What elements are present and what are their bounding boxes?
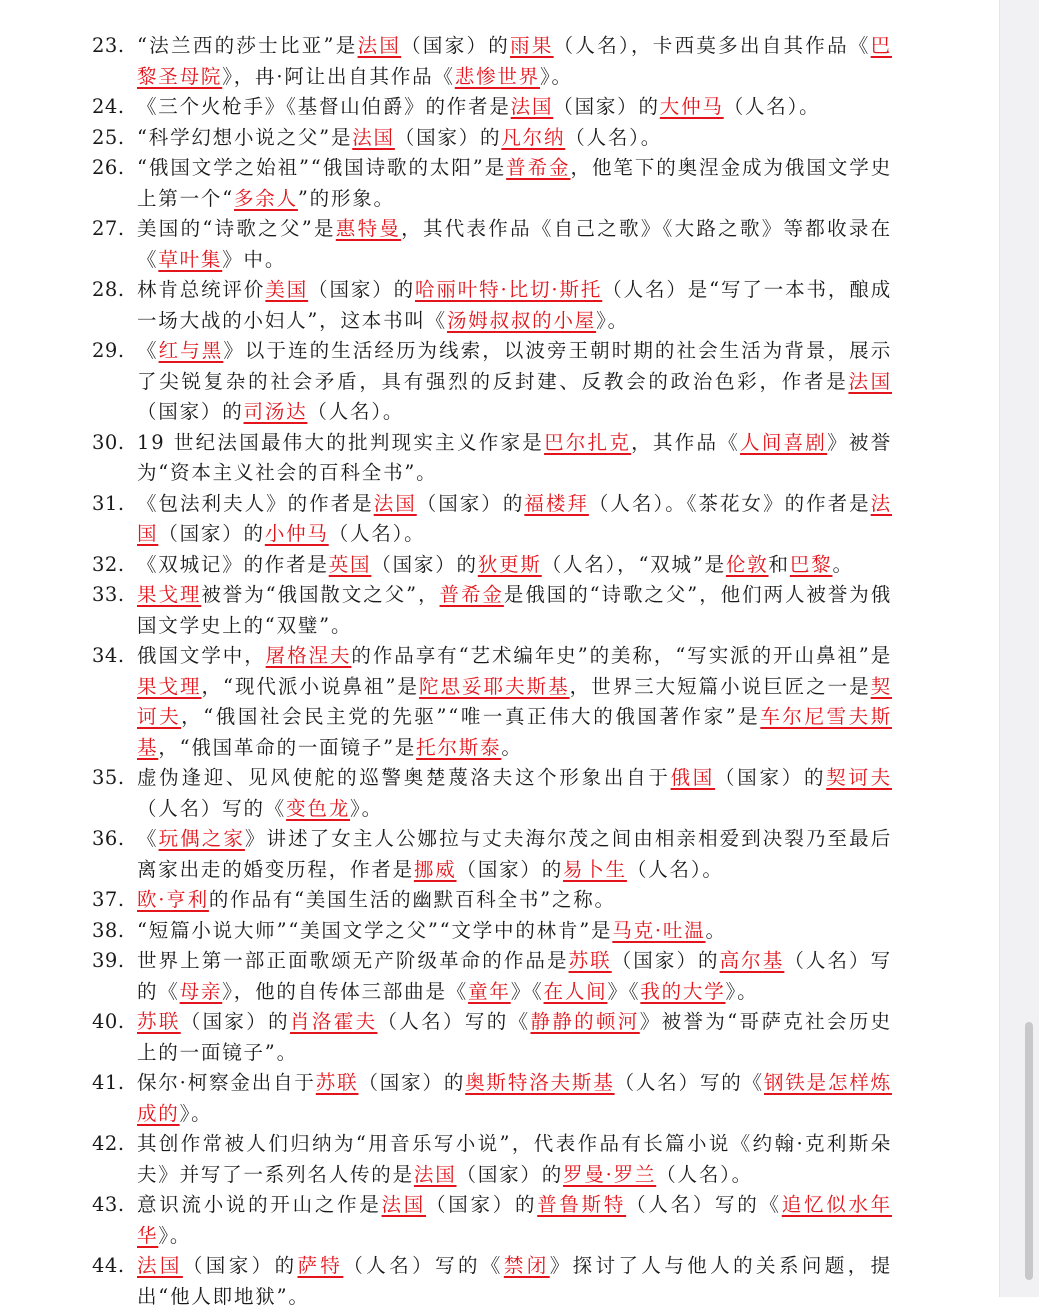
answer-text: 凡尔纳 xyxy=(501,125,566,149)
list-item xyxy=(92,1251,892,1312)
answer-text: 草叶集 xyxy=(158,247,223,271)
question-text: 被誉为“俄国散文之父”， xyxy=(201,583,440,606)
item-text xyxy=(137,153,892,214)
question-text: 》，冉·阿让出自其作品《 xyxy=(222,64,455,88)
item-number: 41. xyxy=(92,1071,125,1094)
question-text: “短篇小说大师”“美国文学之父”“文学中的林肯”是 xyxy=(137,918,613,942)
item-text xyxy=(137,489,892,550)
item-text xyxy=(137,275,892,336)
question-text: 》被誉为“资本主义社会的百科全书”。 xyxy=(137,430,893,484)
answer-text: 巴黎圣母院 xyxy=(137,34,892,88)
item-number: 39. xyxy=(92,949,125,972)
answer-text: 法国 xyxy=(137,1254,183,1277)
question-text: 》《 xyxy=(607,979,641,1003)
question-text: 保尔·柯察金出自于 xyxy=(137,1071,316,1094)
item-number: 27. xyxy=(92,217,125,240)
scrollbar-thumb[interactable] xyxy=(1025,1022,1033,1280)
answer-text: 狄更斯 xyxy=(477,552,542,576)
answer-text: 悲惨世界 xyxy=(454,64,540,88)
item-text xyxy=(137,824,892,885)
item-text xyxy=(137,885,892,916)
question-text: 。 xyxy=(501,735,523,759)
answer-text: 钢铁是怎样炼成的 xyxy=(137,1071,892,1125)
list-item xyxy=(92,489,892,550)
question-text: （国家）的 xyxy=(180,1010,291,1033)
answer-text: 美国 xyxy=(265,278,309,301)
question-text: （人名），卡西莫多出自其作品《 xyxy=(553,34,871,57)
answer-text: 司汤达 xyxy=(243,400,308,423)
question-text: （国家）的 xyxy=(308,278,416,301)
answer-text: 静静的顿河 xyxy=(530,1010,640,1033)
list-item xyxy=(92,428,892,489)
question-text: ，其代表作品《自己之歌》《大路之歌》等都收录在《 xyxy=(137,217,892,271)
item-text xyxy=(137,123,892,154)
answer-text: 母亲 xyxy=(179,979,223,1003)
answer-text: 俄国 xyxy=(670,766,716,789)
list-item xyxy=(92,550,892,581)
question-text: 的作品有“美国生活的幽默百科全书”之称。 xyxy=(208,888,616,911)
question-text: （人名），“双城”是 xyxy=(541,552,726,576)
question-text: 《 xyxy=(137,827,159,850)
question-text: 是俄国的“诗歌之父”，他们两人被誉为俄国文学史上的“双璧”。 xyxy=(137,583,893,637)
answer-text: 法国 xyxy=(137,491,892,545)
question-text: 》。 xyxy=(539,64,573,88)
question-text: 》。 xyxy=(596,308,629,332)
question-text: （国家）的 xyxy=(456,1162,564,1186)
question-text: （国家）的 xyxy=(394,125,502,149)
item-number: 44. xyxy=(92,1254,125,1277)
item-text xyxy=(137,92,892,123)
question-text: ”的形象。 xyxy=(297,186,395,210)
question-text: （人名）。 xyxy=(328,522,426,545)
answer-text: 屠格涅夫 xyxy=(265,644,352,667)
question-text: 》，他的自传体三部曲是《 xyxy=(222,979,469,1003)
answer-text: 挪威 xyxy=(413,857,457,881)
answer-text: 大仲马 xyxy=(659,95,724,118)
question-text: （人名）写的《 xyxy=(343,1254,504,1277)
question-text: （人名）。 xyxy=(307,400,405,423)
list-item xyxy=(92,580,892,641)
question-text: （国家）的 xyxy=(182,1254,298,1277)
question-text: 《三个火枪手》《基督山伯爵》的作者是 xyxy=(137,95,511,118)
question-text: 《双城记》的作者是 xyxy=(137,552,329,576)
list-item xyxy=(92,123,892,154)
list-item xyxy=(92,275,892,336)
question-text: （人名）写的《 xyxy=(614,1071,764,1094)
answer-text: 惠特曼 xyxy=(335,217,402,240)
answer-text: 法国 xyxy=(510,95,554,118)
item-number: 33. xyxy=(92,583,125,606)
list-item xyxy=(92,641,892,763)
answer-text: 雨果 xyxy=(510,34,554,57)
question-text: “俄国文学之始祖”“俄国诗歌的太阳”是 xyxy=(137,156,507,179)
list-item xyxy=(92,92,892,123)
item-text xyxy=(137,916,892,947)
question-text: 。 xyxy=(705,918,727,942)
item-text xyxy=(137,1190,892,1251)
question-text: 》讲述了女主人公娜拉与丈夫海尔茂之间由相亲相爱到决裂乃至最后离家出走的婚变历程，作者是 xyxy=(137,827,892,881)
answer-text: 苏联 xyxy=(137,1010,181,1033)
answer-text: 禁闭 xyxy=(503,1254,550,1277)
list-item xyxy=(92,31,892,92)
question-text: （国家）的 xyxy=(426,1193,538,1216)
list-item xyxy=(92,824,892,885)
item-number: 40. xyxy=(92,1010,125,1033)
question-text: 虚伪逢迎、见风使舵的巡警奥楚蔑洛夫这个形象出自于 xyxy=(137,766,671,789)
answer-text: 伦敦 xyxy=(725,552,769,576)
item-text xyxy=(137,1129,892,1190)
question-text: ，其作品《 xyxy=(631,430,741,454)
question-text: 。 xyxy=(832,552,854,576)
question-text: （国家）的 xyxy=(553,95,660,118)
question-text: 19 世纪法国最伟大的批判现实主义作家是 xyxy=(137,430,545,454)
scrollbar-track[interactable] xyxy=(999,0,1039,1297)
answer-text: 肖洛霍夫 xyxy=(290,1010,378,1033)
answer-text: 欧·亨利 xyxy=(137,888,209,911)
item-number: 34. xyxy=(92,644,125,667)
question-text: （国家）的 xyxy=(715,766,827,789)
question-text: 的作品享有“艺术编年史”的美称，“写实派的开山鼻祖”是 xyxy=(351,644,892,667)
question-text: 美国的“诗歌之父”是 xyxy=(137,217,336,240)
answer-text: 法国 xyxy=(413,1162,457,1186)
list-item xyxy=(92,763,892,824)
item-number: 29. xyxy=(92,339,125,362)
answer-text: 巴尔扎克 xyxy=(544,430,632,454)
answer-text: 契诃夫 xyxy=(826,766,892,789)
question-text: 》《 xyxy=(510,979,544,1003)
answer-text: 易卜生 xyxy=(563,857,627,881)
question-text: （人名）写的《 xyxy=(377,1010,531,1033)
answer-text: 罗曼·罗兰 xyxy=(563,1162,657,1186)
item-text xyxy=(137,1007,892,1068)
question-text: 林肯总统评价 xyxy=(137,278,266,301)
item-number: 25. xyxy=(92,125,125,149)
question-text: （人名）写的《 xyxy=(137,949,892,1003)
question-text: 》。 xyxy=(158,1223,192,1247)
answer-text: 苏联 xyxy=(568,949,612,972)
item-number: 26. xyxy=(92,156,125,179)
question-text: （人名）。 xyxy=(626,857,724,881)
question-text: （国家）的 xyxy=(611,949,720,972)
item-number: 43. xyxy=(92,1193,125,1216)
question-text: 《 xyxy=(137,339,159,362)
list-item xyxy=(92,336,892,428)
answer-text: 萨特 xyxy=(297,1254,344,1277)
question-text: （国家）的 xyxy=(456,857,564,881)
item-number: 36. xyxy=(92,827,125,850)
answer-text: 英国 xyxy=(328,552,372,576)
question-text: 俄国文学中， xyxy=(137,644,266,667)
item-text xyxy=(137,1068,892,1129)
question-text: 》被誉为“哥萨克社会历史上的一面镜子”。 xyxy=(137,1010,892,1064)
answer-text: 高尔基 xyxy=(719,949,785,972)
answer-text: 托尔斯泰 xyxy=(416,735,502,759)
question-text: （国家）的 xyxy=(371,552,478,576)
item-number: 37. xyxy=(92,888,125,911)
answer-text: 普希金 xyxy=(439,583,504,606)
answer-text: 法国 xyxy=(352,125,395,149)
item-text xyxy=(137,336,892,428)
question-text: 》。 xyxy=(725,979,759,1003)
question-text: ，他笔下的奥涅金成为俄国文学史上第一个“ xyxy=(137,156,893,210)
item-number: 35. xyxy=(92,766,125,789)
list-item xyxy=(92,946,892,1007)
question-text: 》中。 xyxy=(222,247,287,271)
answer-text: 变色龙 xyxy=(286,796,351,820)
answer-text: 普鲁斯特 xyxy=(537,1193,627,1216)
question-list xyxy=(92,31,892,1312)
answer-text: 玩偶之家 xyxy=(158,827,245,850)
answer-text: 法国 xyxy=(357,34,402,57)
answer-text: 在人间 xyxy=(543,979,608,1003)
answer-text: 小仲马 xyxy=(264,522,329,545)
question-text: 》以于连的生活经历为线索，以波旁王朝时期的社会生活为背景，展示了尖锐复杂的社会矛盾，具有强烈的反封建、反教会的政治色彩，作者是 xyxy=(137,339,892,393)
answer-text: 契诃夫 xyxy=(137,674,892,728)
question-text: 和 xyxy=(768,552,790,576)
question-text: （国家）的 xyxy=(358,1071,466,1094)
item-number: 42. xyxy=(92,1132,125,1155)
item-number: 32. xyxy=(92,552,125,576)
question-text: （国家）的 xyxy=(416,491,525,515)
item-number: 23. xyxy=(92,34,125,57)
answer-text: 普希金 xyxy=(506,156,571,179)
item-text xyxy=(137,550,892,581)
answer-text: 法国 xyxy=(381,1193,427,1216)
list-item xyxy=(92,885,892,916)
answer-text: 福楼拜 xyxy=(524,491,589,515)
question-text: “科学幻想小说之父”是 xyxy=(137,125,353,149)
answer-text: 追忆似水年华 xyxy=(137,1193,892,1247)
answer-text: 苏联 xyxy=(315,1071,359,1094)
question-text: ，世界三大短篇小说巨匠之一是 xyxy=(569,674,871,698)
question-text: （人名）。 xyxy=(656,1162,753,1186)
answer-text: 多余人 xyxy=(233,186,298,210)
question-text: 》。 xyxy=(350,796,383,820)
question-text: ，“现代派小说鼻祖”是 xyxy=(201,674,420,698)
question-text: （人名）。《茶花女》的作者是 xyxy=(588,491,871,515)
answer-text: 果戈理 xyxy=(137,583,202,606)
item-number: 28. xyxy=(92,278,125,301)
question-text: （人名）。 xyxy=(723,95,821,118)
item-number: 24. xyxy=(92,95,125,118)
answer-text: 法国 xyxy=(373,491,417,515)
question-text: （人名）写的《 xyxy=(137,796,287,820)
question-text: （国家）的 xyxy=(158,522,265,545)
item-number: 38. xyxy=(92,918,125,942)
answer-text: 红与黑 xyxy=(158,339,224,362)
answer-text: 汤姆叔叔的小屋 xyxy=(446,308,597,332)
question-text: 》探讨了人与他人的关系问题，提出“他人即地狱”。 xyxy=(137,1254,892,1308)
list-item xyxy=(92,153,892,214)
item-text xyxy=(137,428,892,489)
question-text: （人名）。 xyxy=(565,125,663,149)
question-text: ，“俄国革命的一面镜子”是 xyxy=(158,735,417,759)
list-item xyxy=(92,1007,892,1068)
question-text: 其创作常被人们归纳为“用音乐写小说”，代表作品有长篇小说《约翰·克利斯朵夫》并写了一系列名人传的是 xyxy=(137,1132,892,1186)
answer-text: 童年 xyxy=(468,979,511,1003)
question-text: 意识流小说的开山之作是 xyxy=(137,1193,382,1216)
answer-text: 车尔尼雪夫斯基 xyxy=(137,705,892,759)
item-number: 30. xyxy=(92,430,125,454)
question-text: （人名）是“写了一本书，酿成一场大战的小妇人”，这本书叫《 xyxy=(137,278,892,332)
list-item xyxy=(92,916,892,947)
question-text: 世界上第一部正面歌颂无产阶级革命的作品是 xyxy=(137,949,569,972)
answer-text: 哈丽叶特·比切·斯托 xyxy=(415,278,603,301)
answer-text: 马克·吐温 xyxy=(612,918,706,942)
question-text: （人名）写的《 xyxy=(626,1193,782,1216)
item-number: 31. xyxy=(92,491,125,515)
item-text xyxy=(137,580,892,641)
question-text: 《包法利夫人》的作者是 xyxy=(137,491,374,515)
answer-text: 我的大学 xyxy=(640,979,726,1003)
list-item xyxy=(92,1068,892,1129)
item-text xyxy=(137,214,892,275)
question-text: （国家）的 xyxy=(137,400,244,423)
item-text xyxy=(137,641,892,763)
answer-text: 人间喜剧 xyxy=(740,430,828,454)
answer-text: 果戈理 xyxy=(137,674,202,698)
item-text xyxy=(137,763,892,824)
question-text: ，“俄国社会民主党的先驱”“唯一真正伟大的俄国著作家”是 xyxy=(181,705,761,728)
question-text: 》。 xyxy=(179,1101,213,1125)
answer-text: 巴黎 xyxy=(789,552,833,576)
list-item xyxy=(92,214,892,275)
answer-text: 陀思妥耶夫斯基 xyxy=(419,674,570,698)
list-item xyxy=(92,1190,892,1251)
item-text xyxy=(137,31,892,92)
list-item xyxy=(92,1129,892,1190)
question-text: “法兰西的莎士比亚”是 xyxy=(137,34,358,57)
answer-text: 奥斯特洛夫斯基 xyxy=(465,1071,615,1094)
answer-text: 法国 xyxy=(848,369,892,393)
question-text: （国家）的 xyxy=(401,34,511,57)
item-text xyxy=(137,946,892,1007)
item-text xyxy=(137,1251,892,1312)
